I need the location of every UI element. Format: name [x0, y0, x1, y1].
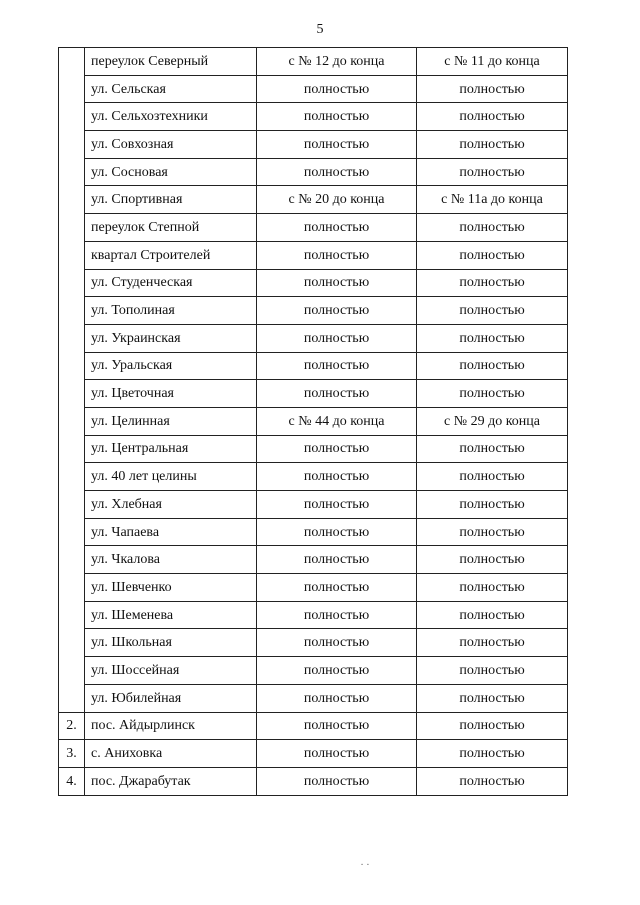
row-number-cell	[59, 131, 85, 159]
table-row	[59, 629, 568, 657]
range-even-cell: полностью	[257, 546, 417, 574]
row-number-cell	[59, 297, 85, 325]
range-odd-cell: полностью	[417, 629, 568, 657]
table-row	[59, 297, 568, 325]
row-number-cell	[59, 214, 85, 242]
table-row	[59, 241, 568, 269]
range-even-cell: полностью	[257, 740, 417, 768]
range-odd-cell: полностью	[417, 297, 568, 325]
range-even-cell: с № 20 до конца	[257, 186, 417, 214]
row-number-cell	[59, 463, 85, 491]
row-number-cell	[59, 380, 85, 408]
street-name-cell: ул. Совхозная	[85, 131, 257, 159]
page-number: 5	[316, 22, 324, 37]
table-row	[59, 158, 568, 186]
range-odd-cell: полностью	[417, 657, 568, 685]
table-row	[59, 546, 568, 574]
row-number-cell	[59, 546, 85, 574]
range-even-cell: полностью	[257, 684, 417, 712]
table-body	[59, 48, 568, 796]
row-number-cell	[59, 352, 85, 380]
street-name-cell: ул. Шеменева	[85, 601, 257, 629]
street-name-cell: ул. Уральская	[85, 352, 257, 380]
street-name-cell: ул. 40 лет целины	[85, 463, 257, 491]
street-name-cell: ул. Студенческая	[85, 269, 257, 297]
street-name-cell: переулок Северный	[85, 48, 257, 76]
range-even-cell: полностью	[257, 601, 417, 629]
row-number-cell	[59, 48, 85, 76]
table-row	[59, 740, 568, 768]
range-even-cell: с № 44 до конца	[257, 407, 417, 435]
range-odd-cell: полностью	[417, 380, 568, 408]
range-odd-cell: полностью	[417, 435, 568, 463]
row-number-cell	[59, 684, 85, 712]
range-odd-cell: полностью	[417, 767, 568, 795]
range-even-cell: полностью	[257, 435, 417, 463]
range-even-cell: полностью	[257, 297, 417, 325]
street-name-cell: ул. Чапаева	[85, 518, 257, 546]
street-name-cell: ул. Сосновая	[85, 158, 257, 186]
range-even-cell: полностью	[257, 518, 417, 546]
range-odd-cell: с № 11 до конца	[417, 48, 568, 76]
table-row	[59, 48, 568, 76]
range-odd-cell: полностью	[417, 103, 568, 131]
row-number-cell	[59, 186, 85, 214]
street-name-cell: ул. Шоссейная	[85, 657, 257, 685]
table-row	[59, 657, 568, 685]
table-row	[59, 491, 568, 519]
row-number-cell	[59, 103, 85, 131]
street-name-cell: ул. Школьная	[85, 629, 257, 657]
row-number-cell	[59, 241, 85, 269]
range-odd-cell: полностью	[417, 740, 568, 768]
row-number-cell	[59, 601, 85, 629]
street-name-cell: ул. Украинская	[85, 324, 257, 352]
street-name-cell: ул. Шевченко	[85, 574, 257, 602]
row-number-cell	[59, 657, 85, 685]
street-name-cell: пос. Айдырлинск	[85, 712, 257, 740]
range-odd-cell: полностью	[417, 518, 568, 546]
table-row	[59, 684, 568, 712]
range-even-cell: полностью	[257, 712, 417, 740]
table-row	[59, 380, 568, 408]
street-name-cell: ул. Сельхозтехники	[85, 103, 257, 131]
range-odd-cell: полностью	[417, 574, 568, 602]
table-row	[59, 214, 568, 242]
range-odd-cell: полностью	[417, 269, 568, 297]
range-even-cell: полностью	[257, 629, 417, 657]
row-number-cell	[59, 435, 85, 463]
range-even-cell: полностью	[257, 158, 417, 186]
table-row	[59, 574, 568, 602]
range-odd-cell: с № 11а до конца	[417, 186, 568, 214]
range-odd-cell: полностью	[417, 712, 568, 740]
range-odd-cell: полностью	[417, 684, 568, 712]
range-even-cell: полностью	[257, 352, 417, 380]
row-number-cell	[59, 324, 85, 352]
table-row	[59, 518, 568, 546]
range-odd-cell: полностью	[417, 75, 568, 103]
range-even-cell: полностью	[257, 103, 417, 131]
street-name-cell: ул. Тополиная	[85, 297, 257, 325]
row-number-cell	[59, 518, 85, 546]
range-odd-cell: полностью	[417, 131, 568, 159]
street-name-cell: ул. Чкалова	[85, 546, 257, 574]
table-row	[59, 352, 568, 380]
range-even-cell: полностью	[257, 324, 417, 352]
table-row	[59, 435, 568, 463]
street-name-cell: переулок Степной	[85, 214, 257, 242]
table-row	[59, 269, 568, 297]
street-name-cell: ул. Хлебная	[85, 491, 257, 519]
range-odd-cell: полностью	[417, 324, 568, 352]
row-number-cell	[59, 269, 85, 297]
row-number-cell	[59, 629, 85, 657]
range-even-cell: полностью	[257, 574, 417, 602]
range-even-cell: полностью	[257, 75, 417, 103]
range-odd-cell: полностью	[417, 241, 568, 269]
street-name-cell: с. Аниховка	[85, 740, 257, 768]
range-even-cell: полностью	[257, 214, 417, 242]
range-even-cell: полностью	[257, 131, 417, 159]
street-name-cell: ул. Центральная	[85, 435, 257, 463]
range-even-cell: полностью	[257, 657, 417, 685]
range-odd-cell: полностью	[417, 352, 568, 380]
street-name-cell: ул. Юбилейная	[85, 684, 257, 712]
range-even-cell: полностью	[257, 491, 417, 519]
street-name-cell: пос. Джарабутак	[85, 767, 257, 795]
range-odd-cell: полностью	[417, 491, 568, 519]
street-name-cell: ул. Цветочная	[85, 380, 257, 408]
table-row	[59, 75, 568, 103]
range-even-cell: полностью	[257, 767, 417, 795]
range-even-cell: полностью	[257, 380, 417, 408]
table-row	[59, 463, 568, 491]
row-number-cell: 3.	[59, 740, 85, 768]
row-number-cell	[59, 407, 85, 435]
street-name-cell: ул. Целинная	[85, 407, 257, 435]
row-number-cell: 4.	[59, 767, 85, 795]
range-odd-cell: полностью	[417, 214, 568, 242]
row-number-cell	[59, 75, 85, 103]
range-even-cell: полностью	[257, 269, 417, 297]
range-odd-cell: полностью	[417, 601, 568, 629]
row-number-cell	[59, 491, 85, 519]
range-odd-cell: полностью	[417, 546, 568, 574]
table-row	[59, 712, 568, 740]
street-name-cell: ул. Сельская	[85, 75, 257, 103]
range-odd-cell: полностью	[417, 463, 568, 491]
table-row	[59, 186, 568, 214]
table-row	[59, 131, 568, 159]
table-row	[59, 407, 568, 435]
range-odd-cell: полностью	[417, 158, 568, 186]
footer-scan-mark: · ·	[360, 860, 370, 871]
street-name-cell: квартал Строителей	[85, 241, 257, 269]
range-even-cell: полностью	[257, 241, 417, 269]
range-even-cell: полностью	[257, 463, 417, 491]
street-name-cell: ул. Спортивная	[85, 186, 257, 214]
row-number-cell	[59, 158, 85, 186]
table-row	[59, 767, 568, 795]
addresses-table	[58, 47, 568, 796]
table-row	[59, 324, 568, 352]
table-row	[59, 601, 568, 629]
range-even-cell: с № 12 до конца	[257, 48, 417, 76]
row-number-cell: 2.	[59, 712, 85, 740]
row-number-cell	[59, 574, 85, 602]
range-odd-cell: с № 29 до конца	[417, 407, 568, 435]
table-row	[59, 103, 568, 131]
